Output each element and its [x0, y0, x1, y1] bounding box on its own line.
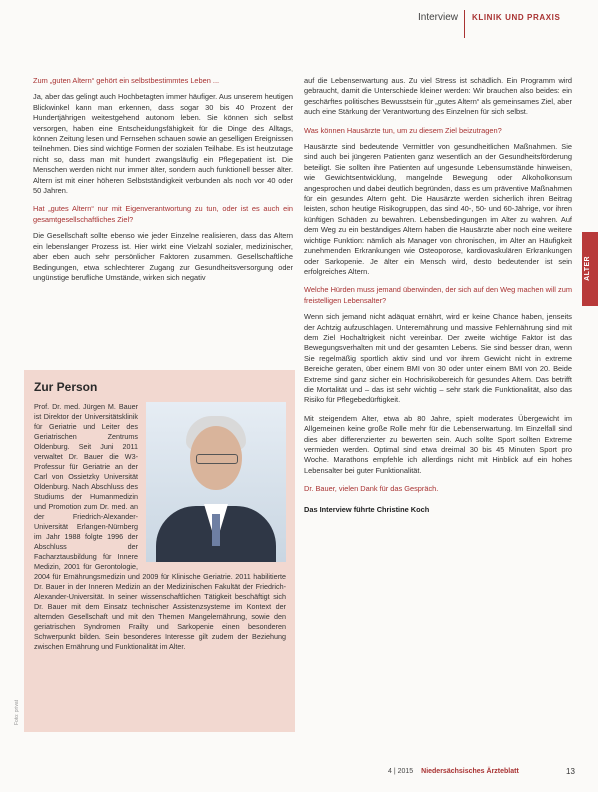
- right-paragraph-1: auf die Lebenserwartung aus. Zu viel Stress ist schädlich. Ein Programm wird gebraucht, damit die Unterschiede kleiner werden: Wir brauchen also beides: ein geschärftes politisches Bewusstsein für „gutes Altern“ als gemeinsames Ziel, aber auch eine Stärkung der Verantwortung des Einzelnen für sich selbst.: [304, 76, 572, 117]
- intro-question: Zum „guten Altern“ gehört ein selbstbestimmtes Leben ...: [33, 76, 220, 85]
- page-footer: [388, 768, 525, 775]
- right-paragraph-4: Mit steigendem Alter, etwa ab 80 Jahre, spielt moderates Übergewicht im Allgemeinen keine große Rolle mehr für die Lebenserwartung. Im Einzelfall sind dies aber differenzierter zu bewerten sein. Auch sollte Sport sollten Extreme vermieden werden. Optimal sind etwa dreimal 30 bis 45 Minuten Sport pro Woche. Marathons empfehle ich allerdings nicht mit Hinblick auf ein hohes Lebensalter bei guter Funktionalität.: [304, 413, 572, 475]
- page-number: 13: [566, 767, 575, 776]
- publication-name: Niedersächsisches Ärzteblatt: [421, 768, 519, 775]
- profile-bio: Prof. Dr. med. Jürgen M. Bauer ist Direktor der Universitätsklinik für Geriatrie und Leiter des Geriatrischen Zentrums Oldenburg. Seit Juni 2011 verwaltet Dr. Bauer die W3-Professur für Geriatrie an der Carl von Ossietzky Universität Oldenburg. Nach Abschluss des Studiums der Humanmedizin und Promotion zum Dr. med. an der Friedrich-Alexander-Universität Erlangen-Nürnberg im Jahr 1988 folgte 1996 der Abschluss der Facharztausbildung für Innere Medizin, 2001 für Gerontologie, 2004 für Ernährungsmedizin und 2009 für Klinische Geriatrie. 2011 habilitierte Dr. Bauer in der Inneren Medizin an der Medizinischen Fakultät der Friedrich-Alexander-Universität. In seiner wissenschaftlichen Tätigkeit beschäftigt sich Dr. Bauer mit dem Einsatz technischer Assistenzsysteme im Kontext der alternden Gesellschaft und mit den Themen Mangelernährung, sowie den geriatrischen Syndromen Frailty und Sarkopenie einen besonderen Schwerpunkt bilden. Sein besonderes Interesse gilt zudem der Beziehung zwischen Ernährung und Funktionalität im Alter.: [34, 402, 286, 651]
- header-divider: [464, 10, 465, 38]
- profile-box: [24, 370, 295, 732]
- side-tab-label: ALTER: [584, 256, 591, 281]
- issue-number: 4 | 2015: [388, 768, 414, 775]
- portrait-photo: [146, 402, 286, 562]
- photo-credit: Foto: privat: [14, 700, 20, 726]
- category-label: KLINIK UND PRAXIS: [472, 13, 561, 22]
- signature: Das Interview führte Christine Koch: [304, 504, 430, 514]
- right-paragraph-2: Hausärzte sind bedeutende Vermittler von gesundheitlichen Maßnahmen. Sie sind auch bei jüngeren Patienten ganz wesentlich an der Gesundheitsförderung beteiligt. Sie sollten ihre Patienten auf ungesunde Lebensumstände hinweisen, wie Gewichtsentwicklung, mangelnde Bewegung oder Alkoholkonsum angesprochen und dabei deutlich begründen, dass es um präventive Maßnahmen für ein gesundes Altern geht. Die Hausärzte werden sicherlich ihren Beitrag leisten, schon heutige Risikogruppen, das sind 40-, 50- und 60-Jährige, vor ihren künftigen Schäden zu bewahren. Lebensbedingungen im Alter zu wahren. Auf dem Weg zu ein beständiges Altern haben die Hausärzte aber noch eine weitere wichtige Funktion: nämlich als Manager von chronischen, im Alter an Häufigkeit zunehmenden Erkrankungen wie Osteoporose, kardiovaskulären Erkrankungen oder Sarkopenie. Je älter ein Mensch wird, desto bedeutender ist sein erfolgreiches Altern.: [304, 142, 572, 276]
- left-column: [33, 76, 293, 291]
- right-column: [304, 76, 572, 522]
- right-paragraph-3: Wenn sich jemand nicht adäquat ernährt, wird er keine Chance haben, jenseits der Achtzig aufzuschlagen. Unterernährung und massive Fehlernährung sind mit dem Ziel Hochaltrigkeit nicht vereinbar. Der zweite wichtige Faktor ist das Bewegungsverhalten mit und der gesamten Lebens. Sie sind besser dran, wenn Sie regelmäßig sportlich aktiv sind und vor ihrem Gewicht nicht in extreme Bereiche geraten, über einem BMI von 30 oder unter einem BMI von 20. Beide Extreme sind ganz sicher ein Hochrisikobereich für gesundes Altern. Das betrifft die Mortalität und – das ist sehr wichtig – sehr stark die Funktionalität, also das Risiko für Pflegebedürftigkeit.: [304, 312, 572, 405]
- right-question-1: Was können Hausärzte tun, um zu diesem Ziel beizutragen?: [304, 125, 502, 135]
- profile-title: Zur Person: [34, 380, 98, 394]
- closing-line: Dr. Bauer, vielen Dank für das Gespräch.: [304, 484, 439, 494]
- right-question-2: Welche Hürden muss jemand überwinden, der sich auf den Weg machen will zum freistelligen Lebensalter?: [304, 285, 572, 305]
- section-label: Interview: [417, 12, 458, 23]
- profile-text-wrap: [34, 402, 286, 652]
- left-question-2: Hat „gutes Altern“ nur mit Eigenverantwortung zu tun, oder ist es auch ein gesamtgesellschaftliches Ziel?: [33, 204, 293, 224]
- left-paragraph-2: Die Gesellschaft sollte ebenso wie jeder Einzelne realisieren, dass das Altern ein lebenslanger Prozess ist. Hier wirkt eine Vielzahl sozialer, medizinischer, aber eben auch sehr persönlicher Faktoren zusammen. Gesellschaftliche Bedingungen, etwa schlechterer Zugang zur Gesundheitsversorgung oder ungünstige berufliche Umstände, wirken sich negativ: [33, 231, 293, 282]
- page-header: [396, 10, 586, 26]
- side-tab: [582, 232, 598, 306]
- left-paragraph-1: Ja, aber das gelingt auch Hochbetagten immer häufiger. Aus unserem heutigen Blickwinkel kann man erkennen, dass sogar 30 bis 40 Prozent der Hundertjährigen weitestgehend autonom leben. Sie können sich selbst versorgen, haben eine Entscheidungsfähigkeit für die Dinge des Alltags, können Zeitung lesen und Fernsehen schauen sowie an geselligen Ereignissen teilnehmen. Dies sind wichtige Formen der sozialen Teilhabe. Es ist heutzutage nicht so, dass man mit hundert zwangsläufig ein Pflegepatient ist. Die Menschen werden nicht nur immer älter, sondern auch funktionell besser älter. Altern ist mit einer höheren Selbstständigkeit verbunden als noch vor 40 oder 50 Jahren.: [33, 92, 293, 196]
